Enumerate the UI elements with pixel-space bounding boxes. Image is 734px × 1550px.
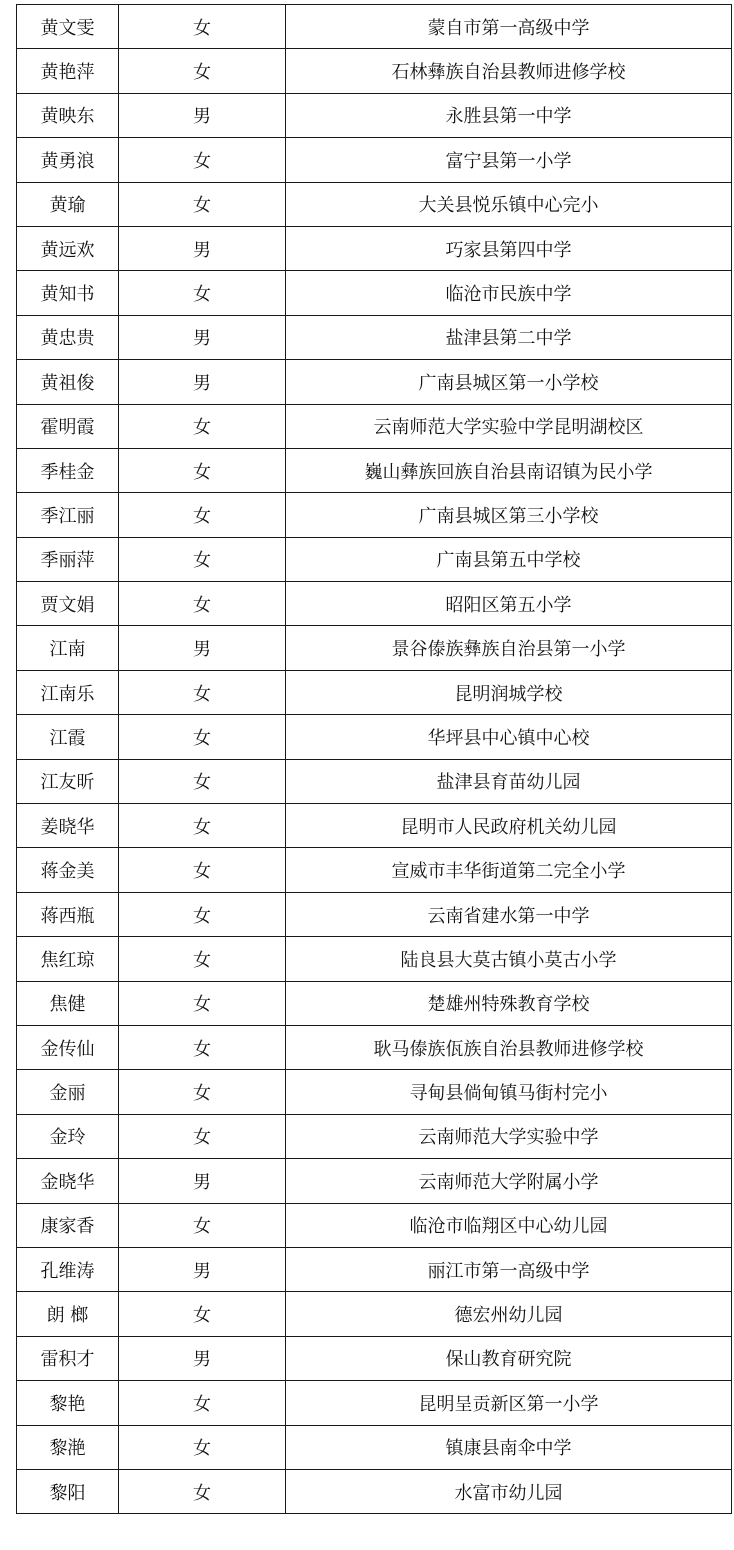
name-cell: 金晓华 [17, 1159, 119, 1203]
name-cell: 姜晓华 [17, 804, 119, 848]
name-cell: 黄忠贵 [17, 315, 119, 359]
name-cell: 黄瑜 [17, 182, 119, 226]
school-cell: 华坪县中心镇中心校 [286, 715, 732, 759]
school-cell: 盐津县第二中学 [286, 315, 732, 359]
table-row [17, 493, 732, 537]
gender-cell: 女 [119, 1469, 286, 1513]
gender-cell: 女 [119, 49, 286, 93]
name-cell: 黄祖俊 [17, 360, 119, 404]
school-cell: 巧家县第四中学 [286, 226, 732, 270]
gender-cell: 男 [119, 226, 286, 270]
gender-cell: 女 [119, 981, 286, 1025]
school-cell: 耿马傣族佤族自治县教师进修学校 [286, 1025, 732, 1069]
table-row [17, 49, 732, 93]
school-cell: 宣威市丰华街道第二完全小学 [286, 848, 732, 892]
table-row [17, 1114, 732, 1158]
name-cell: 蒋西瓶 [17, 892, 119, 936]
name-cell: 季江丽 [17, 493, 119, 537]
gender-cell: 女 [119, 582, 286, 626]
table-row [17, 448, 732, 492]
gender-cell: 女 [119, 271, 286, 315]
gender-cell: 女 [119, 448, 286, 492]
gender-cell: 女 [119, 1070, 286, 1114]
table-row [17, 5, 732, 49]
gender-cell: 男 [119, 360, 286, 404]
roster-body [17, 5, 732, 1514]
gender-cell: 男 [119, 1159, 286, 1203]
school-cell: 永胜县第一中学 [286, 93, 732, 137]
name-cell: 金丽 [17, 1070, 119, 1114]
name-cell: 孔维涛 [17, 1247, 119, 1291]
roster-table [16, 4, 732, 1514]
name-cell: 黄文雯 [17, 5, 119, 49]
gender-cell: 女 [119, 670, 286, 714]
school-cell: 大关县悦乐镇中心完小 [286, 182, 732, 226]
table-row [17, 582, 732, 626]
gender-cell: 女 [119, 848, 286, 892]
table-row [17, 271, 732, 315]
school-cell: 广南县城区第三小学校 [286, 493, 732, 537]
gender-cell: 女 [119, 1381, 286, 1425]
school-cell: 云南师范大学实验中学 [286, 1114, 732, 1158]
school-cell: 水富市幼儿园 [286, 1469, 732, 1513]
school-cell: 陆良县大莫古镇小莫古小学 [286, 937, 732, 981]
gender-cell: 男 [119, 315, 286, 359]
name-cell: 江南 [17, 626, 119, 670]
table-row [17, 1159, 732, 1203]
name-cell: 黎艳 [17, 1381, 119, 1425]
name-cell: 霍明霞 [17, 404, 119, 448]
gender-cell: 男 [119, 1336, 286, 1380]
table-row [17, 937, 732, 981]
school-cell: 景谷傣族彝族自治县第一小学 [286, 626, 732, 670]
name-cell: 焦健 [17, 981, 119, 1025]
table-row [17, 360, 732, 404]
table-row [17, 138, 732, 182]
school-cell: 云南省建水第一中学 [286, 892, 732, 936]
gender-cell: 女 [119, 1025, 286, 1069]
table-row [17, 670, 732, 714]
name-cell: 江霞 [17, 715, 119, 759]
gender-cell: 女 [119, 182, 286, 226]
table-row [17, 1203, 732, 1247]
table-row [17, 848, 732, 892]
gender-cell: 女 [119, 1425, 286, 1469]
school-cell: 镇康县南伞中学 [286, 1425, 732, 1469]
gender-cell: 女 [119, 1292, 286, 1336]
school-cell: 昆明润城学校 [286, 670, 732, 714]
school-cell: 寻甸县倘甸镇马街村完小 [286, 1070, 732, 1114]
school-cell: 保山教育研究院 [286, 1336, 732, 1380]
table-row [17, 1336, 732, 1380]
school-cell: 广南县第五中学校 [286, 537, 732, 581]
table-row [17, 537, 732, 581]
school-cell: 临沧市民族中学 [286, 271, 732, 315]
table-row [17, 1247, 732, 1291]
gender-cell: 女 [119, 537, 286, 581]
table-row [17, 892, 732, 936]
school-cell: 昆明呈贡新区第一小学 [286, 1381, 732, 1425]
gender-cell: 男 [119, 1247, 286, 1291]
table-row [17, 804, 732, 848]
school-cell: 临沧市临翔区中心幼儿园 [286, 1203, 732, 1247]
table-row [17, 93, 732, 137]
school-cell: 德宏州幼儿园 [286, 1292, 732, 1336]
table-row [17, 404, 732, 448]
gender-cell: 女 [119, 1114, 286, 1158]
gender-cell: 男 [119, 626, 286, 670]
school-cell: 富宁县第一小学 [286, 138, 732, 182]
table-row [17, 1070, 732, 1114]
name-cell: 焦红琼 [17, 937, 119, 981]
table-row [17, 182, 732, 226]
name-cell: 黄映东 [17, 93, 119, 137]
table-row [17, 1292, 732, 1336]
school-cell: 巍山彝族回族自治县南诏镇为民小学 [286, 448, 732, 492]
name-cell: 黄知书 [17, 271, 119, 315]
gender-cell: 男 [119, 93, 286, 137]
table-row [17, 759, 732, 803]
table-row [17, 715, 732, 759]
name-cell: 黄艳萍 [17, 49, 119, 93]
school-cell: 昆明市人民政府机关幼儿园 [286, 804, 732, 848]
gender-cell: 女 [119, 715, 286, 759]
name-cell: 季桂金 [17, 448, 119, 492]
name-cell: 贾文娟 [17, 582, 119, 626]
name-cell: 季丽萍 [17, 537, 119, 581]
name-cell: 雷积才 [17, 1336, 119, 1380]
table-row [17, 1469, 732, 1513]
name-cell: 黄远欢 [17, 226, 119, 270]
gender-cell: 女 [119, 5, 286, 49]
school-cell: 云南师范大学实验中学昆明湖校区 [286, 404, 732, 448]
school-cell: 蒙自市第一高级中学 [286, 5, 732, 49]
name-cell: 江南乐 [17, 670, 119, 714]
gender-cell: 女 [119, 759, 286, 803]
name-cell: 黄勇浪 [17, 138, 119, 182]
name-cell: 黎滟 [17, 1425, 119, 1469]
table-row [17, 1425, 732, 1469]
name-cell: 金玲 [17, 1114, 119, 1158]
name-cell: 朗 榔 [17, 1292, 119, 1336]
table-row [17, 626, 732, 670]
school-cell: 盐津县育苗幼儿园 [286, 759, 732, 803]
name-cell: 蒋金美 [17, 848, 119, 892]
school-cell: 云南师范大学附属小学 [286, 1159, 732, 1203]
school-cell: 石林彝族自治县教师进修学校 [286, 49, 732, 93]
name-cell: 康家香 [17, 1203, 119, 1247]
table-row [17, 1381, 732, 1425]
school-cell: 昭阳区第五小学 [286, 582, 732, 626]
gender-cell: 女 [119, 937, 286, 981]
table-row [17, 315, 732, 359]
school-cell: 丽江市第一高级中学 [286, 1247, 732, 1291]
name-cell: 黎阳 [17, 1469, 119, 1513]
name-cell: 江友昕 [17, 759, 119, 803]
table-row [17, 1025, 732, 1069]
gender-cell: 女 [119, 138, 286, 182]
gender-cell: 女 [119, 404, 286, 448]
name-cell: 金传仙 [17, 1025, 119, 1069]
table-row [17, 981, 732, 1025]
table-row [17, 226, 732, 270]
gender-cell: 女 [119, 804, 286, 848]
school-cell: 楚雄州特殊教育学校 [286, 981, 732, 1025]
gender-cell: 女 [119, 493, 286, 537]
gender-cell: 女 [119, 892, 286, 936]
gender-cell: 女 [119, 1203, 286, 1247]
school-cell: 广南县城区第一小学校 [286, 360, 732, 404]
